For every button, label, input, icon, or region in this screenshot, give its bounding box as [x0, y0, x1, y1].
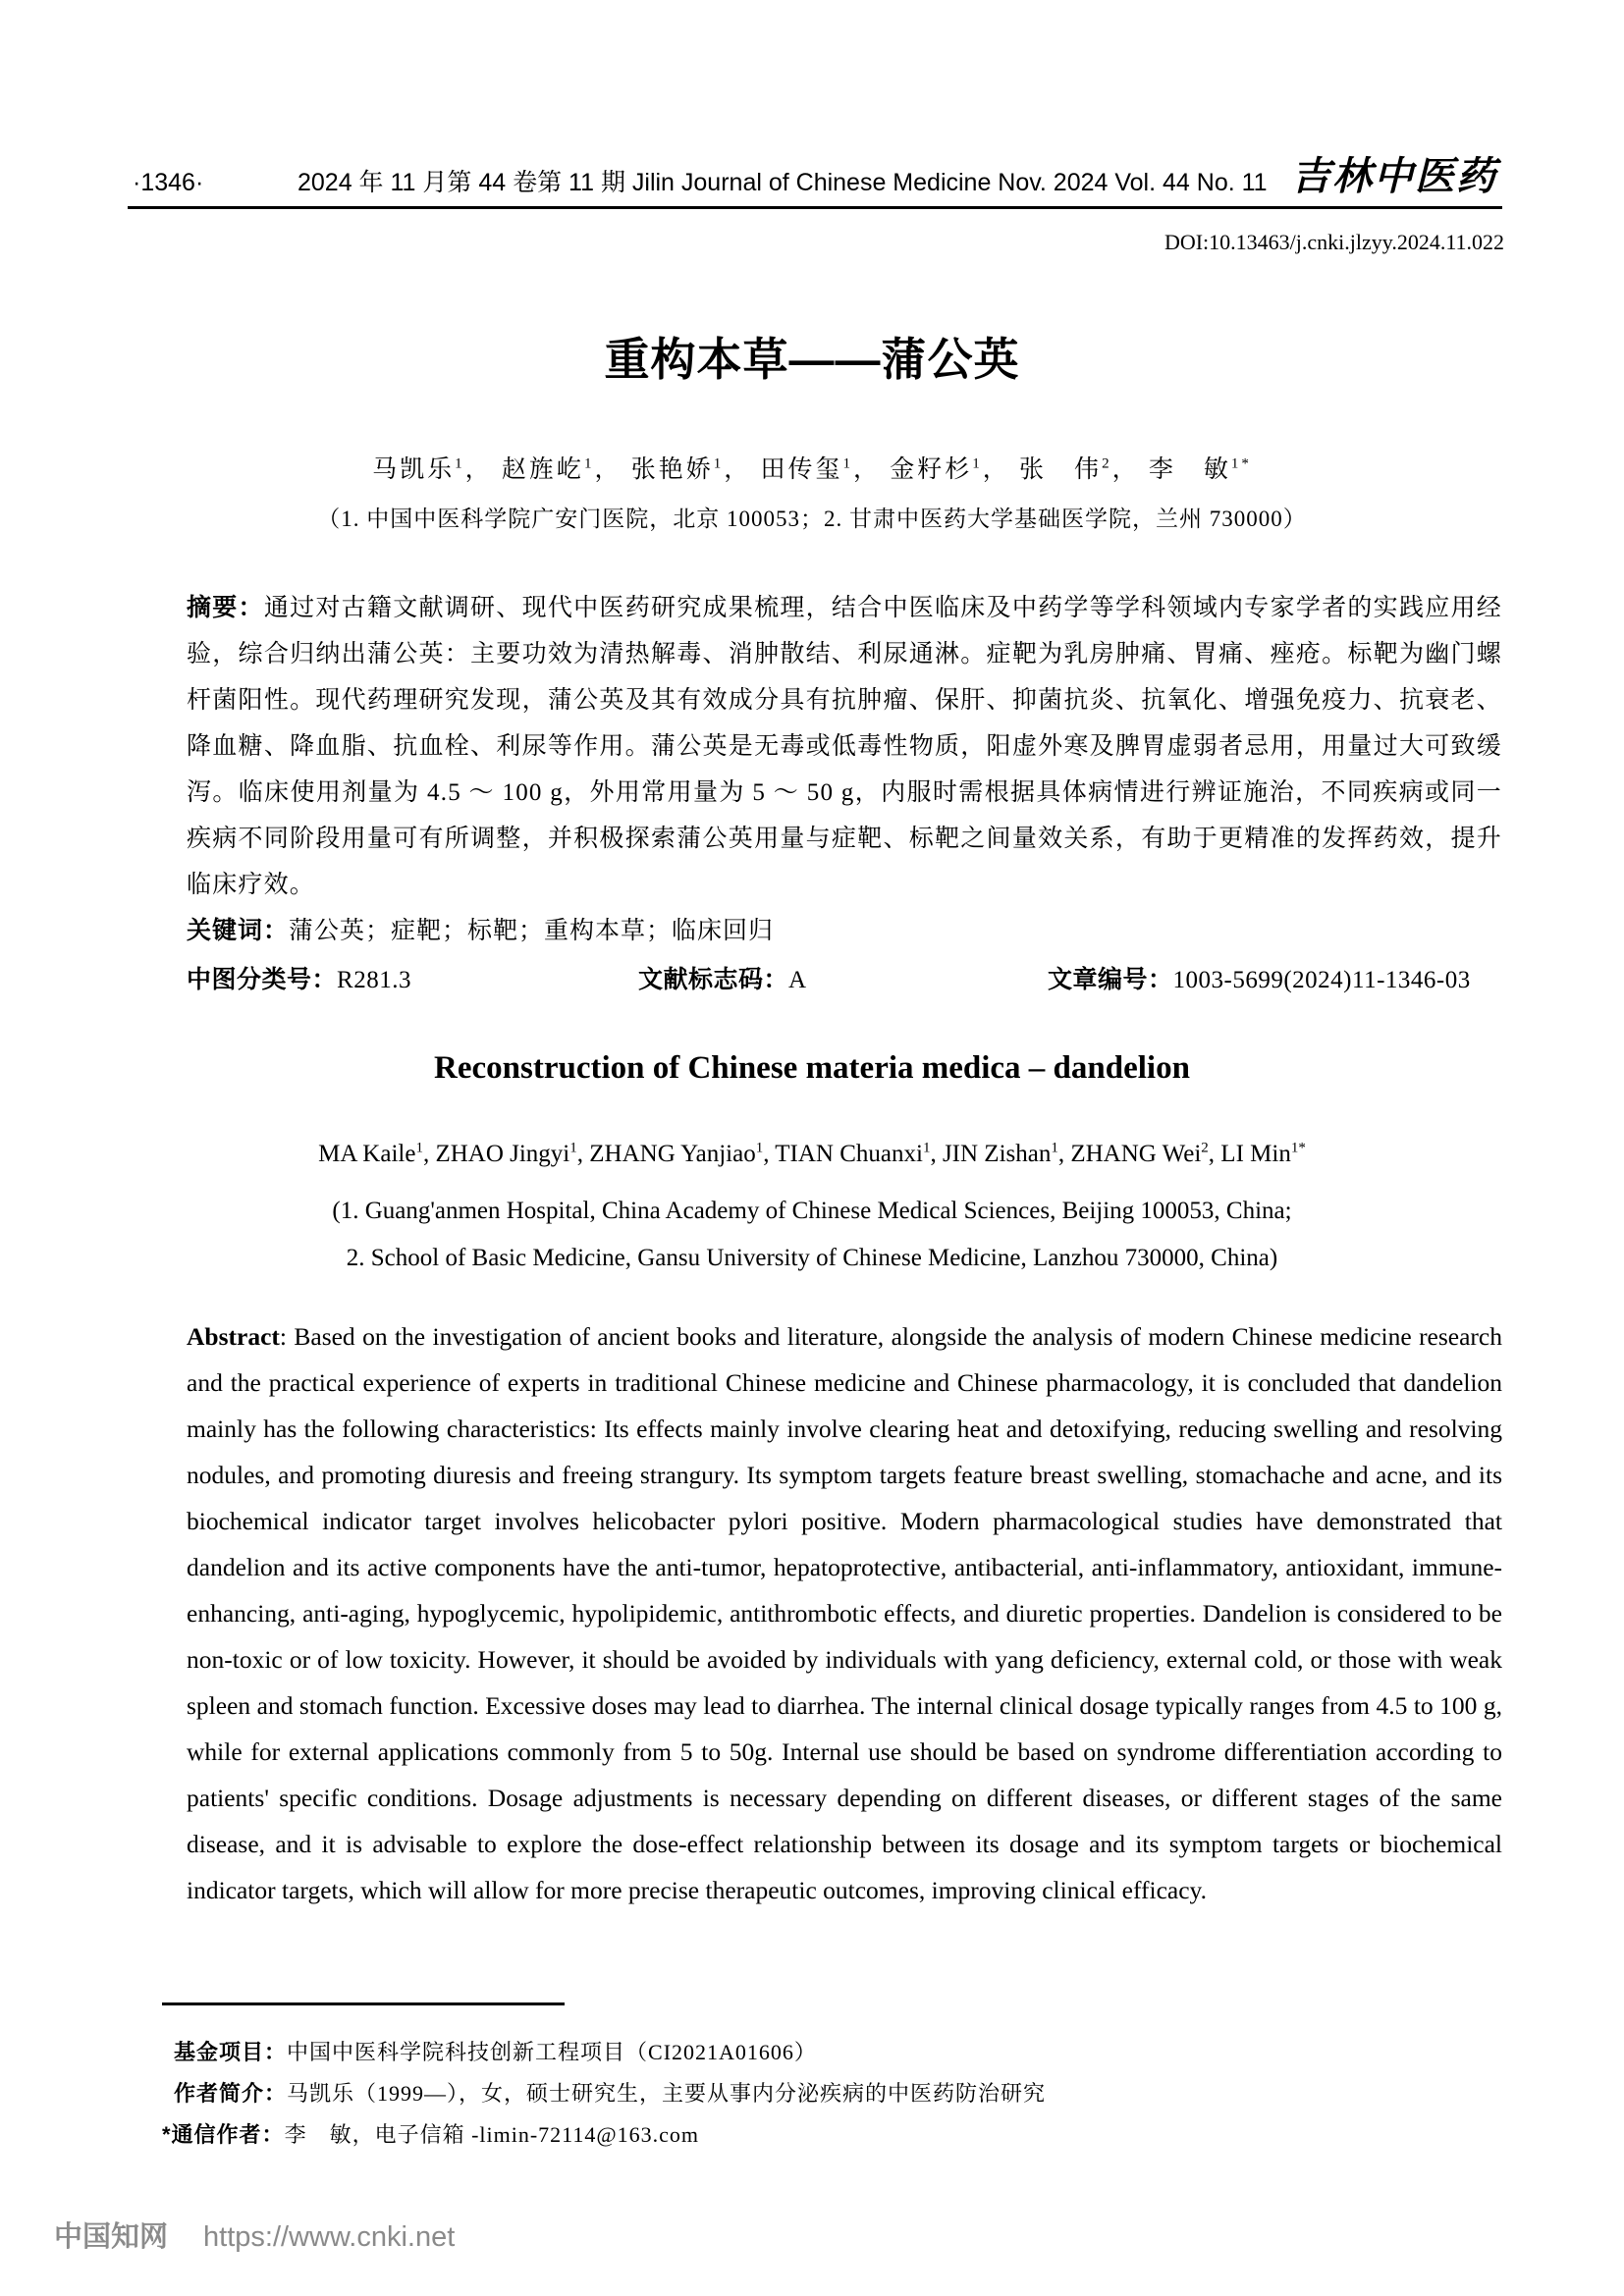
- corresponding-author-note: [162, 2114, 1046, 2156]
- journal-logo: 吉林中医药: [1291, 153, 1497, 199]
- author-bio-text: 马凯乐（1999—），女，硕士研究生，主要从事内分泌疾病的中医药防治研究: [287, 2081, 1047, 2106]
- author-cn: 金籽杉$^1$: [890, 455, 983, 483]
- abstract-en: [187, 1313, 1502, 1913]
- running-header: [133, 153, 1497, 204]
- abstract-cn-text: 通过对古籍文献调研、现代中医药研究成果梳理，结合中医临床及中药学等学科领域内专家学者的实践应用经验，综合归纳出蒲公英：主要功效为清热解毒、消肿散结、利尿通淋。症靶为乳房肿痛、胃痛、痤疮。标靶为幽门螺杆菌阳性。现代药理研究发现，蒲公英及其有效成分具有抗肿瘤、保肝、抑菌抗炎、抗氧化、增强免疫力、抗衰老、降血糖、降血脂、抗血栓、利尿等作用。蒲公英是无毒或低毒性物质，阳虚外寒及脾胃虚弱者忌用，用量过大可致缓泻。临床使用剂量为 4.5 ～ 100 g，外用常用量为 5 ～ 50 g，内服时需根据具体病情进行辨证施治，不同疾病或同一疾病不同阶段用量可有所调整，并积极探索蒲公英用量与症靶、标靶之间量效关系，有助于更精准的发挥药效，提升临床疗效。: [187, 595, 1502, 898]
- authors-cn: 马凯乐$^1$， 赵旌屹$^1$， 张艳娇$^1$， 田传玺$^1$， 金籽杉$^1$， 张 伟$^2$， 李 敏$^{1*}$: [372, 455, 1252, 483]
- corresponding-label: *通信作者：: [162, 2122, 285, 2147]
- author-en: MA Kaile$^1$: [318, 1140, 423, 1167]
- article-number: [1048, 960, 1471, 995]
- doi: DOI:10.13463/j.cnki.jlzyy.2024.11.022: [1164, 230, 1504, 254]
- affiliation-en: [0, 1188, 1624, 1282]
- affiliation-cn: （1. 中国中医科学院广安门医院，北京 100053；2. 甘肃中医药大学基础医学院，兰州 730000）: [317, 507, 1307, 531]
- article-no-value: 1003-5699(2024)11-1346-03: [1172, 967, 1471, 993]
- doc-code-label: 文献标志码：: [638, 966, 789, 993]
- author-en: TIAN Chuanxi$^1$: [775, 1140, 931, 1167]
- author-en: ZHANG Yanjiao$^1$: [589, 1140, 764, 1167]
- header-rule: [128, 206, 1502, 209]
- author-en: ZHAO Jingyi$^1$: [435, 1140, 577, 1167]
- doc-code-value: A: [788, 967, 807, 993]
- affiliation-en-line: 2. School of Basic Medicine, Gansu University of Chinese Medicine, Lanzhou 730000, China): [346, 1245, 1278, 1271]
- page-number: ·1346·: [133, 169, 204, 196]
- footnote-rule: [162, 2002, 565, 2005]
- fund-text: 中国中医科学院科技创新工程项目（CI2021A01606）: [287, 2040, 817, 2064]
- author-cn: 张 伟$^2$: [1019, 455, 1112, 483]
- author-cn: 田传玺$^1$: [760, 455, 853, 483]
- journal-issue-line: 2024 年 11 月第 44 卷第 11 期 Jilin Journal of Chinese Medicine Nov. 2024 Vol. 44 No. 11: [298, 169, 1268, 196]
- corresponding-text: 李 敏，电子信箱 -limin-72114@163.com: [284, 2122, 699, 2147]
- clc-value: R281.3: [337, 967, 411, 993]
- fund-note: [162, 2032, 1046, 2073]
- clc-label: 中图分类号：: [187, 966, 338, 993]
- watermark-url[interactable]: https://www.cnki.net: [203, 2221, 456, 2253]
- keywords: [187, 911, 774, 946]
- author-bio-label: 作者简介：: [174, 2081, 288, 2106]
- author-en: LI Min$^{1*}$: [1220, 1140, 1306, 1167]
- author-cn: 马凯乐$^1$: [372, 455, 465, 483]
- title-cn: 重构本草——蒲公英: [604, 334, 1020, 385]
- keywords-label: 关键词：: [187, 917, 290, 944]
- author-cn: 李 敏$^{1*}$: [1148, 455, 1252, 483]
- article-no-label: 文章编号：: [1048, 966, 1173, 993]
- author-cn: 张艳娇$^1$: [630, 455, 725, 483]
- author-bio-note: [162, 2073, 1046, 2114]
- abstract-cn-label: 摘要：: [187, 594, 264, 621]
- document-code: [638, 960, 807, 995]
- abstract-en-text: : Based on the investigation of ancient books and literature, alongside the analysis of modern Chinese medicine research and the practical experience of experts in traditional Chinese medicine and Chinese pharmacology, it is concluded that dandelion mainly has the following characteristics: Its effects mainly involve clearing heat and detoxifying, reducing swelling and resolving nodules, and promoting diuresis and freeing strangury. Its symptom targets feature breast swelling, stomachache and acne, and its biochemical indicator target involves helicobacter pylori positive. Modern pharmacological studies have demonstrated that dandelion and its active components have the anti-tumor, hepatoprotective, antibacterial, anti-inflammatory, antioxidant, immune-enhancing, anti-aging, hypoglycemic, hypolipidemic, antithrombotic effects, and diuretic properties. Dandelion is considered to be non-toxic or of low toxicity. However, it should be avoided by individuals with yang deficiency, external cold, or those with weak spleen and stomach function. Excessive doses may lead to diarrhea. The internal clinical dosage typically ranges from 4.5 to 100 g, while for external applications commonly from 5 to 50g. Internal use should be based on syndrome differentiation according to patients' specific conditions. Dosage adjustments is necessary depending on different diseases, or different stages of the same disease, and it is advisable to explore the dose-effect relationship between its dosage and its symptom targets or biochemical indicator targets, which will allow for more precise therapeutic outcomes, improving clinical efficacy.: [187, 1322, 1502, 1904]
- cnki-watermark: [54, 2215, 455, 2255]
- author-cn: 赵旌屹$^1$: [501, 455, 595, 483]
- fund-label: 基金项目：: [174, 2040, 288, 2064]
- abstract-cn: [187, 585, 1502, 908]
- authors-en: MA Kaile$^1$, ZHAO Jingyi$^1$, ZHANG Yanjiao$^1$, TIAN Chuanxi$^1$, JIN Zishan$^1$, ZHANG Wei$^2$, LI Min$^{1*}$: [318, 1140, 1306, 1167]
- watermark-brand: 中国知网: [54, 2221, 169, 2253]
- author-en: ZHANG Wei$^2$: [1070, 1140, 1209, 1167]
- keywords-text: 蒲公英；症靶；标靶；重构本草；临床回归: [289, 918, 775, 944]
- abstract-en-label: Abstract: [187, 1322, 280, 1351]
- footnotes: [162, 2032, 1046, 2156]
- author-en: JIN Zishan$^1$: [942, 1140, 1058, 1167]
- affiliation-en-line: (1. Guang'anmen Hospital, China Academy of Chinese Medical Sciences, Beijing 100053, China;: [332, 1198, 1292, 1224]
- clc-number: [187, 960, 411, 995]
- title-en: Reconstruction of Chinese materia medica – dandelion: [434, 1050, 1190, 1086]
